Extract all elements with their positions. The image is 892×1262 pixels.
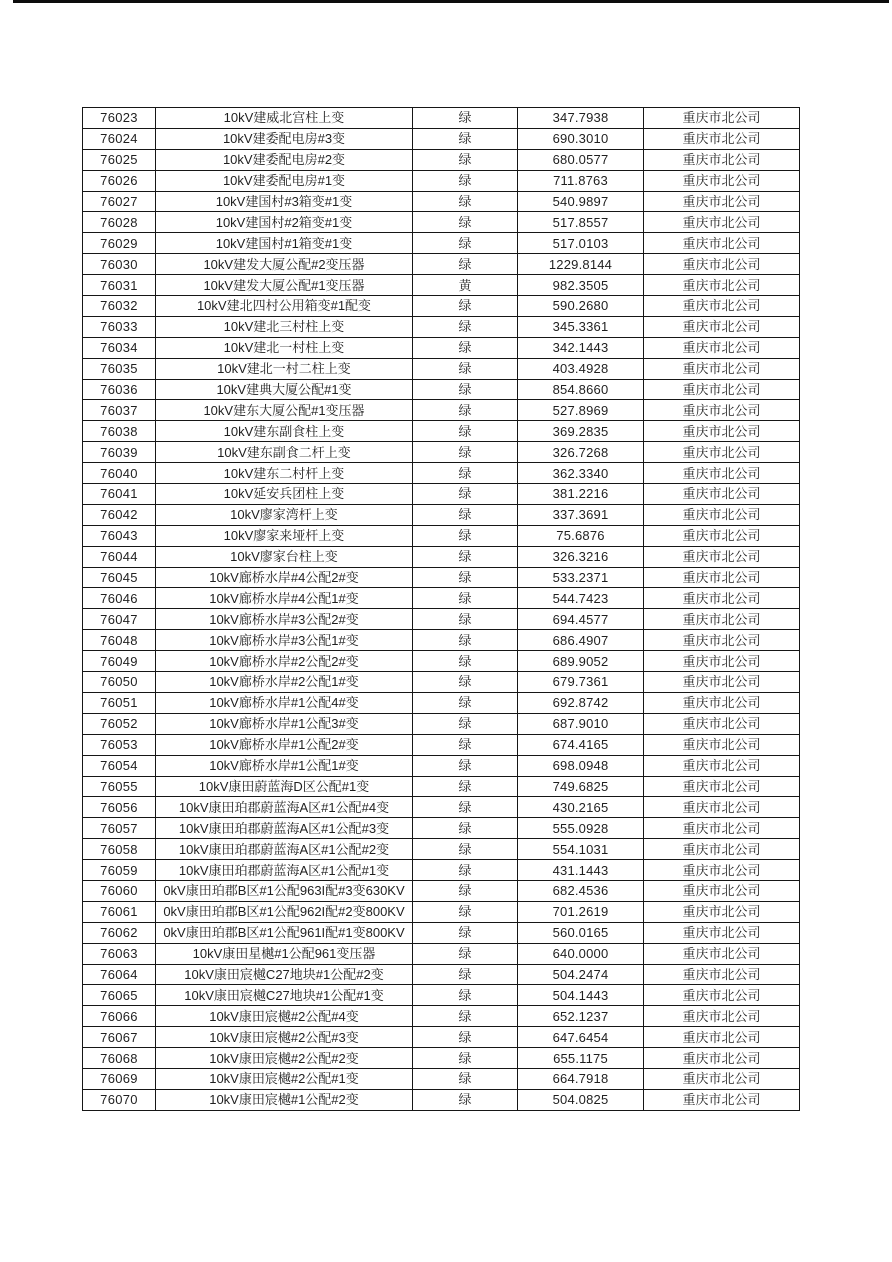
cell-status: 绿 — [413, 839, 518, 860]
cell-id: 76043 — [83, 525, 156, 546]
table-row — [83, 484, 800, 505]
cell-id: 76029 — [83, 233, 156, 254]
cell-company: 重庆市北公司 — [644, 651, 800, 672]
cell-status: 黄 — [413, 275, 518, 296]
cell-value: 75.6876 — [518, 525, 644, 546]
cell-company: 重庆市北公司 — [644, 484, 800, 505]
table-row — [83, 692, 800, 713]
cell-name: 10kV建北四村公用箱变#1配变 — [156, 296, 413, 317]
cell-name: 10kV建国村#2箱变#1变 — [156, 212, 413, 233]
cell-value: 692.8742 — [518, 692, 644, 713]
cell-status: 绿 — [413, 358, 518, 379]
cell-value: 687.9010 — [518, 713, 644, 734]
cell-id: 76039 — [83, 442, 156, 463]
cell-company: 重庆市北公司 — [644, 818, 800, 839]
cell-value: 326.7268 — [518, 442, 644, 463]
cell-value: 517.8557 — [518, 212, 644, 233]
cell-name: 10kV建东大厦公配#1变压器 — [156, 400, 413, 421]
cell-value: 664.7918 — [518, 1068, 644, 1089]
cell-id: 76052 — [83, 713, 156, 734]
table-row — [83, 943, 800, 964]
cell-status: 绿 — [413, 233, 518, 254]
cell-value: 686.4907 — [518, 630, 644, 651]
cell-value: 554.1031 — [518, 839, 644, 860]
table-row — [83, 275, 800, 296]
cell-status: 绿 — [413, 170, 518, 191]
table-row — [83, 839, 800, 860]
cell-name: 0kV康田珀郡B区#1公配963I配#3变630KV — [156, 880, 413, 901]
cell-id: 76051 — [83, 692, 156, 713]
cell-status: 绿 — [413, 1089, 518, 1110]
cell-id: 76055 — [83, 776, 156, 797]
cell-company: 重庆市北公司 — [644, 296, 800, 317]
cell-id: 76054 — [83, 755, 156, 776]
cell-name: 10kV建东二村杆上变 — [156, 463, 413, 484]
table-row — [83, 609, 800, 630]
cell-status: 绿 — [413, 504, 518, 525]
cell-value: 854.8660 — [518, 379, 644, 400]
table-row — [83, 254, 800, 275]
table-row — [83, 860, 800, 881]
cell-value: 689.9052 — [518, 651, 644, 672]
table-row — [83, 672, 800, 693]
cell-name: 10kV建东副食二杆上变 — [156, 442, 413, 463]
cell-name: 10kV建发大厦公配#2变压器 — [156, 254, 413, 275]
cell-status: 绿 — [413, 296, 518, 317]
cell-name: 10kV建国村#3箱变#1变 — [156, 191, 413, 212]
table-row — [83, 442, 800, 463]
cell-name: 10kV廊桥水岸#3公配1#变 — [156, 630, 413, 651]
table-row — [83, 901, 800, 922]
cell-company: 重庆市北公司 — [644, 149, 800, 170]
table-row — [83, 880, 800, 901]
cell-value: 1229.8144 — [518, 254, 644, 275]
cell-name: 10kV延安兵团柱上变 — [156, 484, 413, 505]
cell-status: 绿 — [413, 484, 518, 505]
cell-company: 重庆市北公司 — [644, 567, 800, 588]
cell-status: 绿 — [413, 734, 518, 755]
cell-company: 重庆市北公司 — [644, 316, 800, 337]
cell-company: 重庆市北公司 — [644, 170, 800, 191]
cell-name: 10kV廊桥水岸#4公配2#变 — [156, 567, 413, 588]
cell-value: 647.6454 — [518, 1027, 644, 1048]
cell-id: 76027 — [83, 191, 156, 212]
cell-company: 重庆市北公司 — [644, 128, 800, 149]
transformer-table-body — [83, 108, 800, 1111]
cell-id: 76068 — [83, 1048, 156, 1069]
cell-status: 绿 — [413, 108, 518, 129]
cell-name: 10kV廊桥水岸#3公配2#变 — [156, 609, 413, 630]
cell-status: 绿 — [413, 191, 518, 212]
cell-company: 重庆市北公司 — [644, 421, 800, 442]
cell-value: 674.4165 — [518, 734, 644, 755]
cell-name: 10kV廊桥水岸#1公配1#变 — [156, 755, 413, 776]
cell-id: 76058 — [83, 839, 156, 860]
cell-status: 绿 — [413, 901, 518, 922]
cell-name: 10kV康田宸樾#2公配#1变 — [156, 1068, 413, 1089]
table-row — [83, 567, 800, 588]
cell-name: 10kV康田宸樾C27地块#1公配#2变 — [156, 964, 413, 985]
cell-name: 0kV康田珀郡B区#1公配962I配#2变800KV — [156, 901, 413, 922]
table-row — [83, 630, 800, 651]
cell-status: 绿 — [413, 1068, 518, 1089]
cell-status: 绿 — [413, 316, 518, 337]
table-row — [83, 1089, 800, 1110]
cell-id: 76042 — [83, 504, 156, 525]
cell-value: 403.4928 — [518, 358, 644, 379]
cell-name: 10kV康田蔚蓝海D区公配#1变 — [156, 776, 413, 797]
table-row — [83, 525, 800, 546]
cell-id: 76028 — [83, 212, 156, 233]
cell-company: 重庆市北公司 — [644, 358, 800, 379]
cell-id: 76025 — [83, 149, 156, 170]
cell-company: 重庆市北公司 — [644, 1068, 800, 1089]
cell-id: 76046 — [83, 588, 156, 609]
cell-status: 绿 — [413, 379, 518, 400]
cell-status: 绿 — [413, 128, 518, 149]
cell-company: 重庆市北公司 — [644, 588, 800, 609]
cell-name: 10kV康田珀郡蔚蓝海A区#1公配#3变 — [156, 818, 413, 839]
cell-company: 重庆市北公司 — [644, 254, 800, 275]
table-row — [83, 108, 800, 129]
cell-company: 重庆市北公司 — [644, 797, 800, 818]
cell-id: 76026 — [83, 170, 156, 191]
table-row — [83, 337, 800, 358]
cell-status: 绿 — [413, 1006, 518, 1027]
cell-id: 76064 — [83, 964, 156, 985]
table-row — [83, 212, 800, 233]
cell-name: 10kV康田宸樾#2公配#3变 — [156, 1027, 413, 1048]
cell-company: 重庆市北公司 — [644, 964, 800, 985]
cell-status: 绿 — [413, 400, 518, 421]
table-row — [83, 1048, 800, 1069]
table-row — [83, 964, 800, 985]
cell-company: 重庆市北公司 — [644, 901, 800, 922]
cell-name: 10kV建发大厦公配#1变压器 — [156, 275, 413, 296]
cell-id: 76059 — [83, 860, 156, 881]
cell-name: 10kV建委配电房#3变 — [156, 128, 413, 149]
cell-id: 76036 — [83, 379, 156, 400]
cell-id: 76041 — [83, 484, 156, 505]
cell-value: 342.1443 — [518, 337, 644, 358]
cell-company: 重庆市北公司 — [644, 504, 800, 525]
cell-value: 430.2165 — [518, 797, 644, 818]
cell-status: 绿 — [413, 651, 518, 672]
cell-id: 76023 — [83, 108, 156, 129]
cell-value: 560.0165 — [518, 922, 644, 943]
table-row — [83, 818, 800, 839]
cell-status: 绿 — [413, 922, 518, 943]
cell-company: 重庆市北公司 — [644, 233, 800, 254]
cell-id: 76031 — [83, 275, 156, 296]
cell-id: 76070 — [83, 1089, 156, 1110]
cell-name: 10kV廊桥水岸#1公配2#变 — [156, 734, 413, 755]
table-row — [83, 776, 800, 797]
table-row — [83, 651, 800, 672]
cell-company: 重庆市北公司 — [644, 630, 800, 651]
table-row — [83, 400, 800, 421]
cell-company: 重庆市北公司 — [644, 108, 800, 129]
cell-value: 652.1237 — [518, 1006, 644, 1027]
cell-value: 345.3361 — [518, 316, 644, 337]
cell-status: 绿 — [413, 588, 518, 609]
cell-id: 76047 — [83, 609, 156, 630]
cell-value: 679.7361 — [518, 672, 644, 693]
cell-id: 76045 — [83, 567, 156, 588]
cell-name: 10kV廊桥水岸#2公配1#变 — [156, 672, 413, 693]
cell-value: 690.3010 — [518, 128, 644, 149]
cell-status: 绿 — [413, 1048, 518, 1069]
cell-company: 重庆市北公司 — [644, 337, 800, 358]
table-row — [83, 463, 800, 484]
table-row — [83, 233, 800, 254]
cell-company: 重庆市北公司 — [644, 860, 800, 881]
table-row — [83, 922, 800, 943]
cell-status: 绿 — [413, 692, 518, 713]
cell-id: 76060 — [83, 880, 156, 901]
cell-value: 540.9897 — [518, 191, 644, 212]
cell-company: 重庆市北公司 — [644, 1089, 800, 1110]
table-row — [83, 379, 800, 400]
cell-id: 76057 — [83, 818, 156, 839]
cell-name: 10kV建北三村柱上变 — [156, 316, 413, 337]
cell-company: 重庆市北公司 — [644, 943, 800, 964]
cell-id: 76034 — [83, 337, 156, 358]
cell-status: 绿 — [413, 776, 518, 797]
cell-id: 76067 — [83, 1027, 156, 1048]
table-row — [83, 421, 800, 442]
cell-company: 重庆市北公司 — [644, 609, 800, 630]
cell-status: 绿 — [413, 985, 518, 1006]
table-row — [83, 755, 800, 776]
cell-company: 重庆市北公司 — [644, 1006, 800, 1027]
cell-value: 590.2680 — [518, 296, 644, 317]
cell-name: 10kV建典大厦公配#1变 — [156, 379, 413, 400]
cell-value: 680.0577 — [518, 149, 644, 170]
cell-name: 10kV康田宸樾C27地块#1公配#1变 — [156, 985, 413, 1006]
cell-name: 10kV建委配电房#1变 — [156, 170, 413, 191]
cell-value: 517.0103 — [518, 233, 644, 254]
table-row — [83, 170, 800, 191]
cell-id: 76065 — [83, 985, 156, 1006]
table-row — [83, 149, 800, 170]
cell-name: 10kV建北一村柱上变 — [156, 337, 413, 358]
cell-company: 重庆市北公司 — [644, 734, 800, 755]
cell-value: 347.7938 — [518, 108, 644, 129]
table-row — [83, 358, 800, 379]
cell-name: 10kV康田珀郡蔚蓝海A区#1公配#2变 — [156, 839, 413, 860]
cell-id: 76048 — [83, 630, 156, 651]
cell-value: 533.2371 — [518, 567, 644, 588]
cell-value: 701.2619 — [518, 901, 644, 922]
cell-status: 绿 — [413, 546, 518, 567]
cell-name: 10kV康田宸樾#2公配#2变 — [156, 1048, 413, 1069]
cell-status: 绿 — [413, 525, 518, 546]
cell-value: 694.4577 — [518, 609, 644, 630]
cell-id: 76062 — [83, 922, 156, 943]
cell-company: 重庆市北公司 — [644, 275, 800, 296]
cell-id: 76050 — [83, 672, 156, 693]
cell-company: 重庆市北公司 — [644, 1048, 800, 1069]
cell-value: 362.3340 — [518, 463, 644, 484]
cell-value: 381.2216 — [518, 484, 644, 505]
cell-status: 绿 — [413, 797, 518, 818]
cell-status: 绿 — [413, 463, 518, 484]
cell-id: 76040 — [83, 463, 156, 484]
table-row — [83, 734, 800, 755]
cell-name: 10kV康田珀郡蔚蓝海A区#1公配#4变 — [156, 797, 413, 818]
cell-status: 绿 — [413, 630, 518, 651]
cell-id: 76037 — [83, 400, 156, 421]
cell-value: 504.2474 — [518, 964, 644, 985]
table-row — [83, 588, 800, 609]
cell-value: 504.1443 — [518, 985, 644, 1006]
cell-company: 重庆市北公司 — [644, 755, 800, 776]
cell-company: 重庆市北公司 — [644, 922, 800, 943]
cell-value: 698.0948 — [518, 755, 644, 776]
table-row — [83, 713, 800, 734]
cell-id: 76035 — [83, 358, 156, 379]
table-row — [83, 504, 800, 525]
table-row — [83, 316, 800, 337]
transformer-table — [82, 107, 800, 1111]
cell-company: 重庆市北公司 — [644, 985, 800, 1006]
table-row — [83, 1068, 800, 1089]
cell-value: 555.0928 — [518, 818, 644, 839]
cell-id: 76063 — [83, 943, 156, 964]
cell-value: 527.8969 — [518, 400, 644, 421]
cell-name: 10kV廖家台柱上变 — [156, 546, 413, 567]
cell-status: 绿 — [413, 880, 518, 901]
cell-id: 76056 — [83, 797, 156, 818]
table-row — [83, 191, 800, 212]
cell-company: 重庆市北公司 — [644, 692, 800, 713]
cell-name: 10kV廊桥水岸#2公配2#变 — [156, 651, 413, 672]
cell-status: 绿 — [413, 818, 518, 839]
table-row — [83, 128, 800, 149]
cell-value: 655.1175 — [518, 1048, 644, 1069]
cell-company: 重庆市北公司 — [644, 463, 800, 484]
cell-value: 431.1443 — [518, 860, 644, 881]
cell-company: 重庆市北公司 — [644, 400, 800, 421]
cell-value: 640.0000 — [518, 943, 644, 964]
cell-value: 749.6825 — [518, 776, 644, 797]
cell-status: 绿 — [413, 421, 518, 442]
cell-name: 10kV廊桥水岸#1公配3#变 — [156, 713, 413, 734]
cell-id: 76069 — [83, 1068, 156, 1089]
cell-id: 76033 — [83, 316, 156, 337]
cell-company: 重庆市北公司 — [644, 880, 800, 901]
cell-id: 76053 — [83, 734, 156, 755]
cell-value: 544.7423 — [518, 588, 644, 609]
cell-name: 10kV廊桥水岸#1公配4#变 — [156, 692, 413, 713]
cell-value: 682.4536 — [518, 880, 644, 901]
cell-status: 绿 — [413, 149, 518, 170]
cell-value: 337.3691 — [518, 504, 644, 525]
cell-id: 76032 — [83, 296, 156, 317]
cell-status: 绿 — [413, 1027, 518, 1048]
cell-status: 绿 — [413, 860, 518, 881]
cell-value: 982.3505 — [518, 275, 644, 296]
cell-status: 绿 — [413, 442, 518, 463]
cell-id: 76024 — [83, 128, 156, 149]
cell-value: 369.2835 — [518, 421, 644, 442]
cell-value: 711.8763 — [518, 170, 644, 191]
cell-company: 重庆市北公司 — [644, 713, 800, 734]
cell-id: 76038 — [83, 421, 156, 442]
table-row — [83, 1006, 800, 1027]
cell-id: 76061 — [83, 901, 156, 922]
cell-company: 重庆市北公司 — [644, 212, 800, 233]
table-row — [83, 546, 800, 567]
cell-company: 重庆市北公司 — [644, 776, 800, 797]
cell-name: 10kV建北一村二柱上变 — [156, 358, 413, 379]
cell-company: 重庆市北公司 — [644, 191, 800, 212]
cell-name: 10kV廖家来垭杆上变 — [156, 525, 413, 546]
table-row — [83, 1027, 800, 1048]
cell-name: 10kV建东副食柱上变 — [156, 421, 413, 442]
cell-status: 绿 — [413, 964, 518, 985]
cell-status: 绿 — [413, 567, 518, 588]
cell-company: 重庆市北公司 — [644, 442, 800, 463]
cell-status: 绿 — [413, 609, 518, 630]
cell-status: 绿 — [413, 755, 518, 776]
cell-status: 绿 — [413, 713, 518, 734]
cell-company: 重庆市北公司 — [644, 525, 800, 546]
cell-name: 10kV康田宸樾#2公配#4变 — [156, 1006, 413, 1027]
cell-name: 10kV建委配电房#2变 — [156, 149, 413, 170]
cell-status: 绿 — [413, 212, 518, 233]
cell-name: 10kV建威北宫柱上变 — [156, 108, 413, 129]
cell-id: 76049 — [83, 651, 156, 672]
cell-name: 10kV廊桥水岸#4公配1#变 — [156, 588, 413, 609]
table-row — [83, 296, 800, 317]
cell-company: 重庆市北公司 — [644, 546, 800, 567]
cell-id: 76044 — [83, 546, 156, 567]
table-row — [83, 985, 800, 1006]
cell-name: 0kV康田珀郡B区#1公配961I配#1变800KV — [156, 922, 413, 943]
cell-company: 重庆市北公司 — [644, 839, 800, 860]
cell-name: 10kV建国村#1箱变#1变 — [156, 233, 413, 254]
cell-name: 10kV康田珀郡蔚蓝海A区#1公配#1变 — [156, 860, 413, 881]
page-top-rule — [13, 0, 889, 3]
table-row — [83, 797, 800, 818]
cell-company: 重庆市北公司 — [644, 1027, 800, 1048]
cell-name: 10kV康田宸樾#1公配#2变 — [156, 1089, 413, 1110]
cell-name: 10kV廖家湾杆上变 — [156, 504, 413, 525]
cell-status: 绿 — [413, 337, 518, 358]
cell-value: 326.3216 — [518, 546, 644, 567]
cell-name: 10kV康田星樾#1公配961变压器 — [156, 943, 413, 964]
cell-id: 76066 — [83, 1006, 156, 1027]
cell-company: 重庆市北公司 — [644, 379, 800, 400]
cell-status: 绿 — [413, 943, 518, 964]
cell-company: 重庆市北公司 — [644, 672, 800, 693]
cell-status: 绿 — [413, 672, 518, 693]
cell-id: 76030 — [83, 254, 156, 275]
cell-value: 504.0825 — [518, 1089, 644, 1110]
cell-status: 绿 — [413, 254, 518, 275]
